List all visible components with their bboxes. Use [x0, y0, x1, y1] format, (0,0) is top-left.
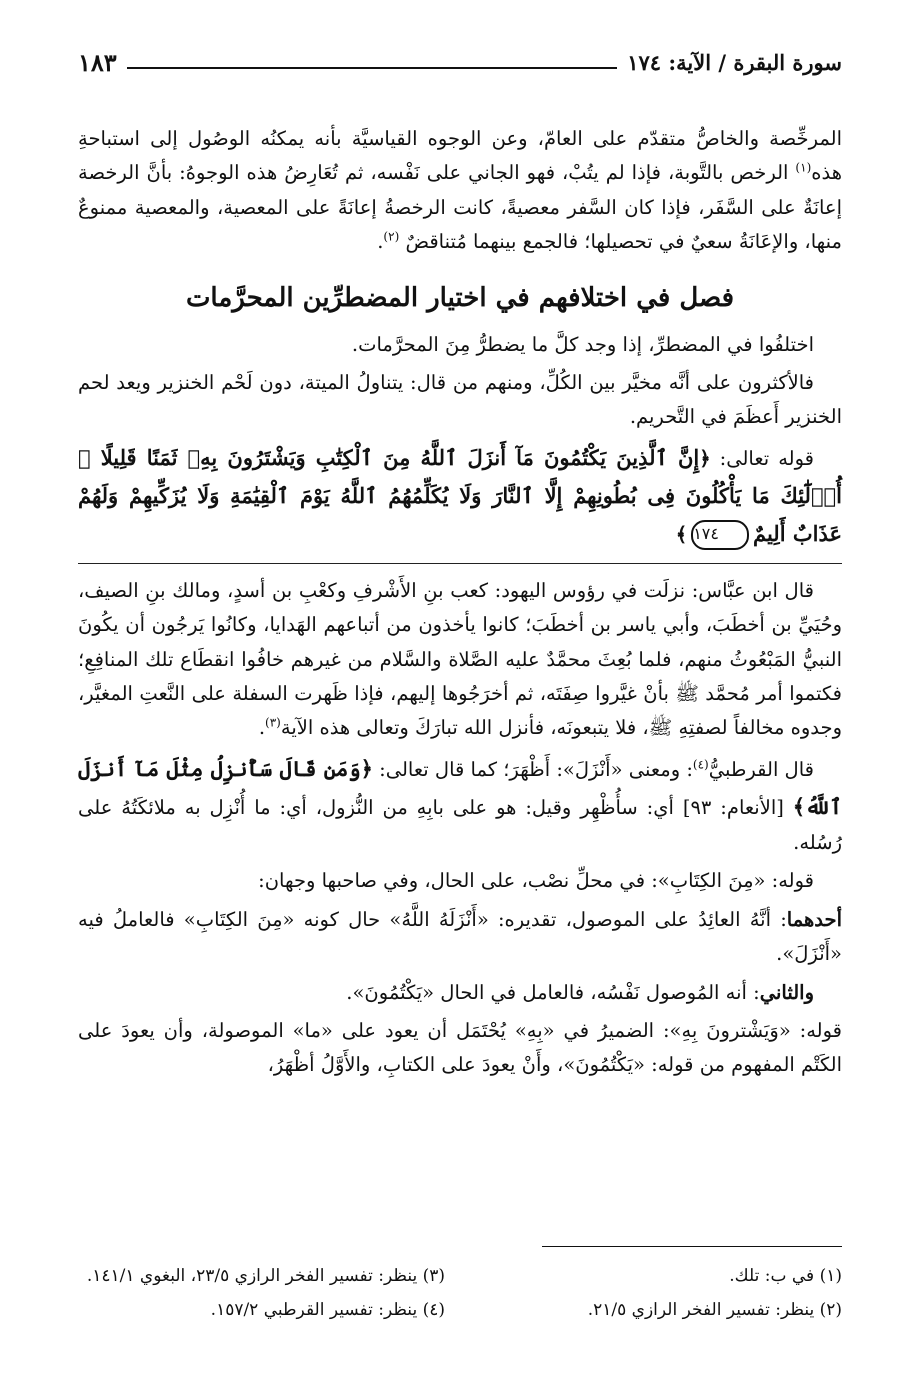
label-first: أحدهما: [786, 907, 842, 931]
footnote-2: (٢) ينظر: تفسير الفخر الرازي ٢١/٥.: [587, 1300, 842, 1320]
running-header: [78, 42, 842, 82]
footnote-4: (٤) ينظر: تفسير القرطبي ١٥٧/٢.: [210, 1300, 445, 1320]
footnote-1: (١) في ب: تلك.: [729, 1266, 842, 1286]
main-text: [78, 122, 842, 1083]
header-rule: [127, 67, 618, 69]
footnote-3: (٣) ينظر: تفسير الفخر الرازي ٢٣/٥، البغوي ١٤١/١.: [86, 1266, 445, 1286]
footnote-ref-1: (١): [795, 160, 812, 175]
footnote-ref-3: (٣): [265, 715, 281, 730]
running-title: سورة البقرة / الآية: ١٧٤: [627, 49, 842, 75]
paragraph-6: قال القرطبيُّ$^{(٤)}$: ومعنى «أَنْزَلَ»: أَظْهَرَ؛ كما قال تعالى: ﴿وَمَن قَالَ سَأُنزِلُ مِثْلَ مَآ أَنزَلَ ٱللَّهُ﴾ [الأنعام: ٩٣] أي: سأُظْهِر وقيل: هو على بابِهِ من النُّزول، أي: ما أُنْزِل به ملائكَتُهُ على رُسُله.: [78, 755, 842, 854]
quran-open-bracket: ﴿: [699, 446, 711, 470]
quran-verse: إِنَّ ٱلَّذِينَ يَكْتُمُونَ مَآ أَنزَلَ ٱللَّهُ مِنَ ٱلْكِتَٰبِ وَيَشْتَرُونَ بِهِۦ ثَمَنًا قَلِيلًا ۙ أُو۟لَٰٓئِكَ مَا يَأْكُلُونَ فِى بُطُونِهِمْ إِلَّا ٱلنَّارَ وَلَا يُكَلِّمُهُمُ ٱللَّهُ يَوْمَ ٱلْقِيَٰمَةِ وَلَا يُزَكِّيهِمْ وَلَهُمْ عَذَابٌ أَلِيمٌ: [78, 444, 842, 546]
page-number: ١٨٣: [78, 47, 117, 77]
footnotes: [78, 1262, 842, 1324]
paragraph-9: والثاني: أنه المُوصول نَفْسُه، فالعامل في الحال «يَكْتُمُونَ».: [346, 980, 814, 1004]
paragraph-8: أحدهما: أنَّهُ العائِدُ على الموصول، تقديره: «أَنْزَلَهُ اللَّهُ» حال كونه «مِنَ الكِتَابِ» فالعاملُ فيه «أَنْزَلَ».: [78, 907, 842, 966]
paragraph-1: المرخِّصة والخاصُّ متقدّم على العامّ، وعن الوجوه القياسيَّة بأنه يمكنُه الوصُول إلى استباحةِ هذه$^{(١)}$ الرخص بالتَّوبة، فإذا لم يتُبْ، فهو الجاني على نَفْسه، ثم تُعَارِضُ هذه الوجوهُ: بأنَّ الرخصة إعانَةٌ على السَّفَر، فإذا كان السَّفر معصيةً، كانت الرخصةُ إعانَةً على المعصية، والمعصية ممنوعٌ منها، والإعَانَةُ سعيٌ في تحصيلها؛ فالجمع بينهما مُتناقضٌ $^{(٢)}$.: [78, 127, 842, 254]
quran-close-bracket: ﴾: [675, 522, 688, 546]
quran-quote: ﴿وَمَن قَالَ سَأُنزِلُ مِثْلَ مَآ أَنزَلَ ٱللَّهُ﴾: [78, 755, 842, 819]
quran-verse-paragraph: قوله تعالى: ﴿إِنَّ ٱلَّذِينَ يَكْتُمُونَ مَآ أَنزَلَ ٱللَّهُ مِنَ ٱلْكِتَٰبِ وَيَشْتَرُونَ بِهِۦ ثَمَنًا قَلِيلًا ۙ أُو۟لَٰٓئِكَ مَا يَأْكُلُونَ فِى بُطُونِهِمْ إِلَّا ٱلنَّارَ وَلَا يُكَلِّمُهُمُ ٱللَّهُ يَوْمَ ٱلْقِيَٰمَةِ وَلَا يُزَكِّيهِمْ وَلَهُمْ عَذَابٌ أَلِيمٌ١٧٤﴾: [78, 439, 842, 553]
divider: [78, 563, 842, 564]
paragraph-5: قال ابن عبَّاس: نزلَت في رؤوس اليهود: كعب بنِ الأَشْرفِ وكعْبِ بن أسدٍ، ومالك بنِ الصيف، وحُيَيِّ بن أخطَبَ، وأبي ياسر بن أخطَبَ؛ كانوا يأخذون من أتباعهم الهَدايا، وكانُوا يَرجُون أن يكُونَ النبيُّ المَبْعُوثُ منهم، فلما بُعِثَ محمَّدٌ عليه الصَّلاة والسَّلام من غيرهم خافُوا انقطَاع تلك المنافِعِ؛ فكتموا أمر مُحمَّد ﷺ بأنْ غيَّروا صِفَتَه، ثم أخرَجُوها إليهم، فإذا ظَهرت السفلة على النَّعتِ المغيَّر، وجدوه مخالفاً لصفتِهِ ﷺ، فلا يتبعونَه، فأنزل الله تبارَكَ وتعالى هذه الآية$^{(٣)}$.: [78, 578, 842, 740]
paragraph-10: قوله: «وَيَشْترونَ بِهِ»: الضميرُ في «بِهِ» يُحْتَمَل أن يعود على «ما» الموصولة، وأن يعودَ على الكَتْم المفهوم من قوله: «يَكْتُمُونَ»، وأَنْ يعودَ على الكتابِ، والأَوَّلُ أظْهَرُ،: [78, 1018, 842, 1077]
paragraph-2: اختلفُوا في المضطرِّ، إذا وجد كلَّ ما يضطرُّ مِنَ المحرَّمات.: [351, 332, 814, 356]
footnote-ref-2: (٢): [383, 229, 400, 244]
paragraph-3: فالأكثرون على أنَّه مخيَّر بين الكُلِّ، ومنهم من قال: يتناولُ الميتة، دون لَحْم الخنزير ويعد لحم الخنزير أَعظَمَ في التَّحريم.: [78, 371, 842, 429]
section-title: فصل في اختلافهم في اختيار المضطرِّين المحرَّمات: [185, 282, 735, 313]
paragraph-7: قوله: «مِنَ الكِتَابِ»: في محلِّ نصْب، على الحال، وفي صاحبها وجهان:: [258, 869, 814, 893]
footnote-rule: [542, 1246, 842, 1247]
label-second: والثاني: [759, 980, 814, 1004]
footnote-ref-4: (٤): [692, 757, 709, 772]
ayah-number-badge: ١٧٤: [691, 520, 749, 550]
